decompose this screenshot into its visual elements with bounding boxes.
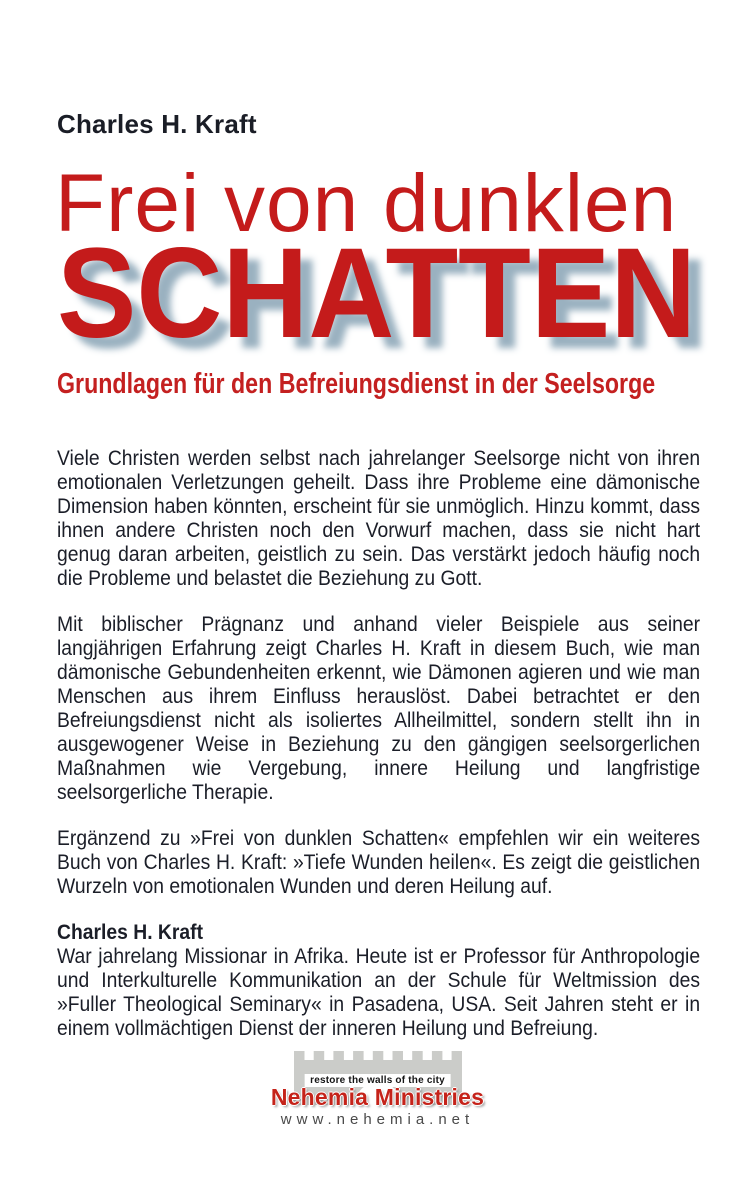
logo-website-url: www.nehemia.net (280, 1111, 475, 1128)
body-text (57, 447, 700, 1041)
title-line-1: Frei von dunklen (55, 158, 678, 249)
logo-name: Nehemia Ministries (270, 1084, 485, 1110)
publisher-logo (0, 1051, 755, 1143)
title-line-2: SCHATTEN (57, 222, 697, 365)
bio-heading: Charles H. Kraft (57, 921, 204, 944)
paragraph-recommendation: Ergänzend zu »Frei von dunklen Schatten« empfehlen wir ein weiteres Buch von Charles H. Kraft: »Tiefe Wunden heilen«. Es zeigt die geistlichen Wurzeln von emotionalen Wunden und deren Heilung auf. (57, 827, 701, 898)
logo-tagline: restore the walls of the city (304, 1074, 451, 1087)
paragraph-intro: Viele Christen werden selbst nach jahrelanger Seelsorge nicht von ihren emotionalen Verletzungen geheilt. Dass ihre Probleme eine dämonische Dimension haben könnten, erscheint für sie unmöglich. Hinzu kommt, dass ihnen andere Christen noch den Vorwurf machen, dass sie nicht hart genug daran arbeiten, geistlich zu sein. Das verstärkt jedoch häufig noch die Probleme und belastet die Beziehung zu Gott. (57, 447, 701, 590)
bio-text: War jahrelang Missionar in Afrika. Heute ist er Professor für Anthropologie und Interkulturelle Kommunikation an der Schule für Weltmission des »Fuller Theological Seminary« in Pasadena, USA. Seit Jahren steht er in einem vollmächtigen Dienst der inneren Heilung und Befreiung. (57, 945, 701, 1040)
subtitle: Grundlagen für den Befreiungsdienst in der Seelsorge (57, 368, 656, 400)
paragraph-book-description: Mit biblischer Prägnanz und anhand vieler Beispiele aus seiner langjährigen Erfahrung zeigt Charles H. Kraft in diesem Buch, wie man dämonische Gebundenheiten erkennt, wie Dämonen agieren und wie man Menschen aus ihrem Einfluss herauslöst. Dabei betrachtet er den Befreiungsdienst nicht als isoliertes Allheilmittel, sondern stellt ihn in ausgewogener Weise in Beziehung zu den gängigen seelsorgerlichen Maßnahmen wie Vergebung, innere Heilung und langfristige seelsorgerliche Therapie. (57, 613, 701, 804)
author-name: Charles H. Kraft (57, 109, 257, 139)
